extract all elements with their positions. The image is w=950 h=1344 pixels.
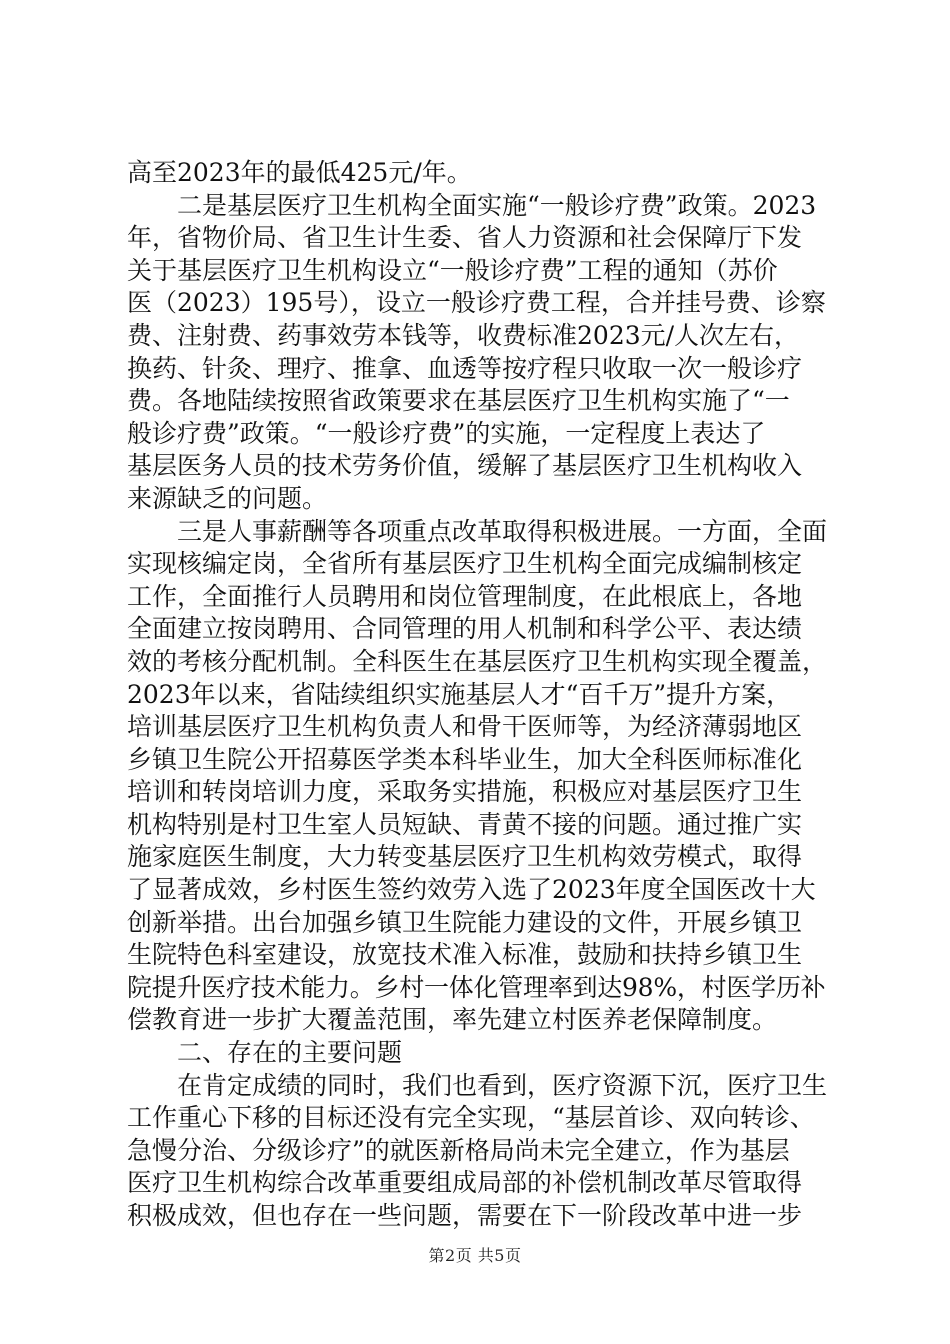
line-text: 效的考核分配机制。全科医生在基层医疗卫生机构实现全覆盖，	[127, 646, 828, 676]
paragraph-first-line	[127, 516, 827, 549]
line-text: 院提升医疗技术能力。乡村一体化管理率到达98%，村医学历补	[127, 972, 826, 1002]
text-line	[127, 1167, 827, 1200]
line-text: 年，省物价局、省卫生计生委、省人力资源和社会保障厅下发	[127, 223, 803, 253]
text-line	[127, 287, 827, 320]
line-text: 生院特色科室建设，放宽技术准入标准，鼓励和扶持乡镇卫生	[127, 940, 803, 970]
text-line	[127, 1004, 827, 1037]
line-text: 换药、针灸、理疗、推拿、血透等按疗程只收取一次一般诊疗	[127, 353, 803, 383]
text-line	[127, 874, 827, 907]
text-line	[127, 255, 827, 288]
line-text: 全面建立按岗聘用、合同管理的用人机制和科学公平、表达绩	[127, 614, 803, 644]
text-line	[127, 744, 827, 777]
text-line	[127, 939, 827, 972]
line-text: 基层医务人员的技术劳务价值，缓解了基层医疗卫生机构收入	[127, 451, 803, 481]
text-line	[127, 548, 827, 581]
line-text: 医（2023）195号），设立一般诊疗费工程，合并挂号费、诊察	[127, 288, 826, 318]
text-line	[127, 907, 827, 940]
text-line	[127, 320, 827, 353]
line-text: 创新举措。出台加强乡镇卫生院能力建设的文件，开展乡镇卫	[127, 907, 803, 937]
line-text: 费、注射费、药事效劳本钱等，收费标准2023元/人次左右，	[127, 320, 800, 350]
text-line	[127, 1102, 827, 1135]
line-text: 施家庭医生制度，大力转变基层医疗卫生机构效劳模式，取得	[127, 842, 803, 872]
text-line	[127, 222, 827, 255]
line-text: 培训和转岗培训力度，采取务实措施，积极应对基层医疗卫生	[127, 777, 803, 807]
line-text: 偿教育进一步扩大覆盖范围，率先建立村医养老保障制度。	[127, 1005, 778, 1035]
text-line	[127, 646, 827, 679]
line-text: 积极成效，但也存在一些问题，需要在下一阶段改革中进一步	[127, 1201, 803, 1230]
text-line	[127, 450, 827, 483]
line-text: 在肯定成绩的同时，我们也看到，医疗资源下沉，医疗卫生	[177, 1070, 828, 1100]
line-text: 来源缺乏的问题。	[127, 483, 328, 513]
line-text: 高至2023年的最低425元/年。	[127, 158, 472, 187]
text-line	[127, 972, 827, 1005]
line-text: 机构特别是村卫生室人员短缺、青黄不接的问题。通过推广实	[127, 809, 803, 839]
text-line	[127, 353, 827, 386]
text-line	[127, 776, 827, 809]
text-line	[127, 385, 827, 418]
line-text: 二是基层医疗卫生机构全面实施“一般诊疗费”政策。2023	[177, 190, 817, 220]
paragraph-first-line	[127, 1037, 827, 1070]
line-text: 关于基层医疗卫生机构设立“一般诊疗费”工程的通知（苏价	[127, 255, 778, 285]
text-line	[127, 613, 827, 646]
line-text: 2023年以来，省陆续组织实施基层人才“百千万”提升方案，	[127, 679, 792, 709]
text-line	[127, 679, 827, 712]
text-line	[127, 1135, 827, 1168]
text-line	[127, 418, 827, 451]
text-line	[127, 581, 827, 614]
line-text: 三是人事薪酬等各项重点改革取得积极进展。一方面，全面	[177, 516, 828, 546]
line-text: 了显著成效，乡村医生签约效劳入选了2023年度全国医改十大	[127, 875, 816, 905]
line-text: 二、存在的主要问题	[177, 1038, 403, 1068]
text-line	[127, 157, 827, 190]
line-text: 实现核编定岗，全省所有基层医疗卫生机构全面完成编制核定	[127, 549, 803, 579]
text-line	[127, 809, 827, 842]
line-text: 医疗卫生机构综合改革重要组成局部的补偿机制改革尽管取得	[127, 1168, 803, 1198]
text-line	[127, 1200, 827, 1233]
page-footer: 第2页 共5页	[428, 1246, 522, 1265]
paragraph-first-line	[127, 1070, 827, 1103]
line-text: 急慢分治、分级诊疗”的就医新格局尚未完全建立，作为基层	[127, 1135, 790, 1165]
line-text: 工作重心下移的目标还没有完全实现，“基层首诊、双向转诊、	[127, 1103, 815, 1133]
text-line	[127, 483, 827, 516]
text-line	[127, 841, 827, 874]
line-text: 般诊疗费”政策。“一般诊疗费”的实施，一定程度上表达了	[127, 418, 766, 448]
line-text: 乡镇卫生院公开招募医学类本科毕业生，加大全科医师标准化	[127, 744, 803, 774]
text-line	[127, 711, 827, 744]
line-text: 培训基层医疗卫生机构负责人和骨干医师等，为经济薄弱地区	[127, 712, 803, 742]
paragraph-first-line	[127, 190, 827, 223]
line-text: 费。各地陆续按照省政策要求在基层医疗卫生机构实施了“一	[127, 386, 790, 416]
line-text: 工作，全面推行人员聘用和岗位管理制度，在此根底上，各地	[127, 581, 803, 611]
document-body	[127, 157, 827, 1233]
